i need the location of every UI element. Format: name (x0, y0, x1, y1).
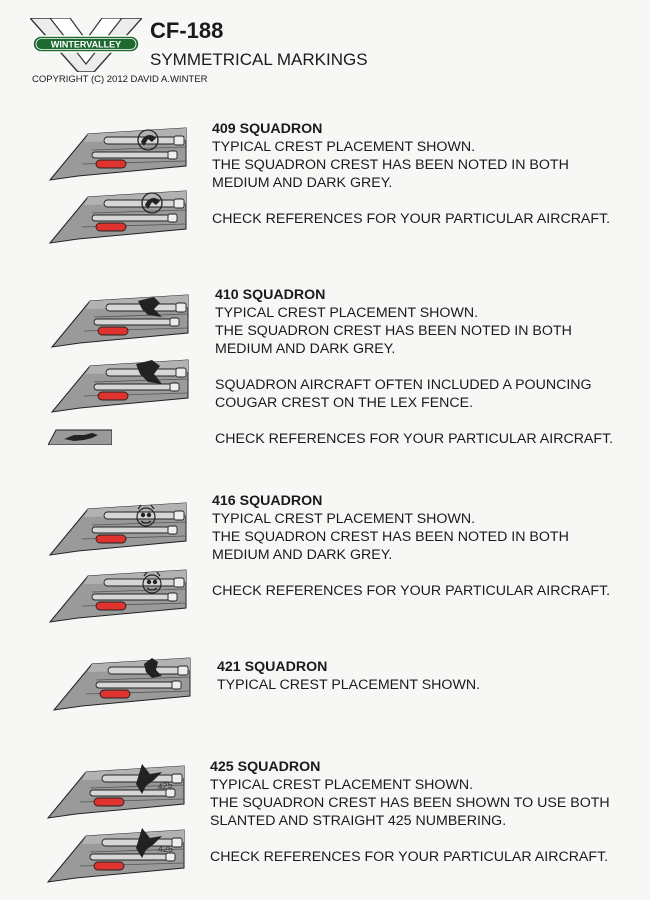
text-line: CHECK REFERENCES FOR YOUR PARTICULAR AIRCRAFT. (210, 849, 609, 865)
lex-fence-cougar (48, 429, 112, 445)
text-line: MEDIUM AND DARK GREY. (215, 341, 396, 357)
text-line: TYPICAL CREST PLACEMENT SHOWN. (212, 511, 476, 527)
logo-text: WINTERVALLEY (50, 39, 122, 50)
page-title: CF-188 (150, 18, 224, 43)
squadron-416-text (212, 492, 610, 600)
jet-illustration-409-b (48, 183, 188, 245)
jet-illustration-409-a (48, 120, 188, 182)
squadron-heading: 410 SQUADRON (215, 287, 326, 303)
text-line: COUGAR CREST ON THE LEX FENCE. (215, 395, 474, 411)
text-line: THE SQUADRON CREST HAS BEEN NOTED IN BOTH (212, 529, 569, 545)
text-line: THE SQUADRON CREST HAS BEEN NOTED IN BOTH (215, 323, 572, 339)
text-line: TYPICAL CREST PLACEMENT SHOWN. (210, 777, 474, 793)
text-line: SLANTED AND STRAIGHT 425 NUMBERING. (210, 813, 507, 829)
text-line: TYPICAL CREST PLACEMENT SHOWN. (215, 305, 479, 321)
text-line: TYPICAL CREST PLACEMENT SHOWN. (212, 139, 476, 155)
jet-illustration-421 (52, 650, 192, 712)
wintervalley-logo (30, 18, 142, 72)
copyright: COPYRIGHT (C) 2012 DAVID A.WINTER (32, 74, 208, 85)
squadron-409-text (212, 120, 610, 228)
squadron-425-text (210, 758, 610, 866)
slanted-425-marking: 425 (156, 779, 174, 792)
squadron-heading: 425 SQUADRON (210, 759, 321, 775)
squadron-410-text (215, 286, 613, 448)
text-line: CHECK REFERENCES FOR YOUR PARTICULAR AIRCRAFT. (212, 211, 611, 227)
text-line: CHECK REFERENCES FOR YOUR PARTICULAR AIRCRAFT. (212, 583, 611, 599)
squadron-heading: 416 SQUADRON (212, 493, 323, 509)
page-subtitle: SYMMETRICAL MARKINGS (150, 50, 368, 69)
squadron-heading: 409 SQUADRON (212, 121, 323, 137)
text-line: CHECK REFERENCES FOR YOUR PARTICULAR AIRCRAFT. (215, 431, 614, 447)
text-line: SQUADRON AIRCRAFT OFTEN INCLUDED A POUNCING (215, 377, 592, 393)
jet-illustration-416-b (48, 562, 188, 624)
straight-425-marking: 425 (158, 844, 174, 854)
jet-illustration-425-b (46, 822, 186, 884)
jet-illustration-410-b (50, 352, 190, 414)
jet-illustration-410-a (50, 287, 190, 349)
text-line: MEDIUM AND DARK GREY. (212, 175, 393, 191)
squadron-421-text (217, 658, 480, 694)
text-line: THE SQUADRON CREST HAS BEEN NOTED IN BOTH (212, 157, 569, 173)
jet-illustration-416-a (48, 495, 188, 557)
text-line: THE SQUADRON CREST HAS BEEN SHOWN TO USE BOTH (210, 795, 610, 811)
jet-illustration-425-a (46, 758, 186, 820)
text-line: MEDIUM AND DARK GREY. (212, 547, 393, 563)
squadron-heading: 421 SQUADRON (217, 659, 328, 675)
text-line: TYPICAL CREST PLACEMENT SHOWN. (217, 677, 481, 693)
